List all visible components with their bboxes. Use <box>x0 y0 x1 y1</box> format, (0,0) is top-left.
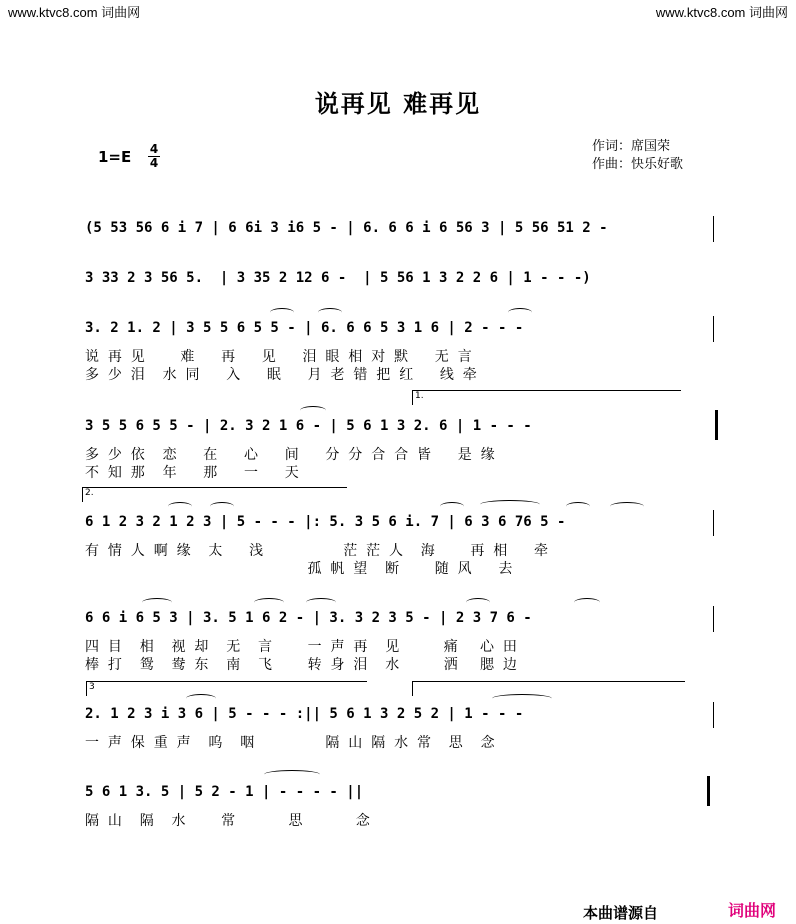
lyric-verse-1: 四 目 相 视 却 无 言 一 声 再 见 痛 心 田 <box>85 639 517 655</box>
slur <box>142 598 172 607</box>
final-bar <box>707 776 710 806</box>
lyric-verse-1: 隔 山 隔 水 常 思 念 <box>85 813 370 829</box>
slur <box>466 598 490 607</box>
volta-1: 1. <box>412 390 681 405</box>
slur <box>440 502 464 511</box>
slur <box>168 502 192 511</box>
slur <box>306 598 336 607</box>
notes-line: 6 1 2 3 2 1 2 3 | 5 - - - |: 5. 3 5 6 i. 7 | 6 3 6 76 5 - <box>85 514 566 530</box>
slur <box>566 502 590 511</box>
credits <box>592 138 683 174</box>
lyric-verse-1: 有 情 人 啊 缘 太 浅 茫 茫 人 海 再 相 牵 <box>85 543 549 559</box>
key-signature: 1=E <box>98 148 132 166</box>
lyric-verse-1: 说 再 见 难 再 见 泪 眼 相 对 默 无 言 <box>85 349 472 365</box>
time-signature-bottom: 4 <box>149 156 159 170</box>
composer: 作曲：快乐好歌 <box>592 157 684 172</box>
barline <box>713 606 714 632</box>
notes-line: 3. 2 1. 2 | 3 5 5 6 5 5 - | 6. 6 6 5 3 1 6 | 2 - - - <box>85 320 524 336</box>
time-signature <box>148 143 160 170</box>
lyric-verse-2: 棒 打 鸳 鸯 东 南 飞 转 身 泪 水 洒 腮 边 <box>85 657 517 673</box>
slur <box>254 598 284 607</box>
lyric-verse-2: 不 知 那 年 那 一 天 <box>85 465 299 481</box>
lyric-verse-2: 多 少 泪 水 同 入 眠 月 老 错 把 红 线 牵 <box>85 367 477 383</box>
barline <box>713 216 714 242</box>
lyric-verse-1: 一 声 保 重 声 呜 咽 隔 山 隔 水 常 思 念 <box>85 735 495 751</box>
slur <box>610 502 644 511</box>
notes-line: (5 53 56 6 i 7 | 6 6i 3 i6 5 - | 6. 6 6 i 6 56 3 | 5 56 51 2 - <box>85 220 608 236</box>
lyric-verse-1: 多 少 依 恋 在 心 间 分 分 合 合 皆 是 缘 <box>85 447 495 463</box>
footer-logo: 词曲网 <box>727 901 776 920</box>
slur <box>210 502 234 511</box>
notes-line: 3 33 2 3 56 5. | 3 35 2 12 6 - | 5 56 1 3 2 2 6 | 1 - - -) <box>85 270 591 286</box>
slur <box>300 406 326 415</box>
repeat-end-bar <box>715 410 718 440</box>
notes-line: 5 6 1 3. 5 | 5 2 - 1 | - - - - || <box>85 784 364 800</box>
slur <box>318 308 342 317</box>
volta-2: 2. <box>82 487 347 502</box>
slur <box>186 694 216 703</box>
time-signature-top: 4 <box>149 142 159 156</box>
volta-3: 3 <box>86 681 367 696</box>
barline <box>713 702 714 728</box>
watermark-left: www.ktvc8.com 词曲网 <box>8 5 141 20</box>
lyricist: 作词：席国荣 <box>592 139 671 154</box>
notes-line: 3 5 5 6 5 5 - | 2. 3 2 1 6 - | 5 6 1 3 2. 6 | 1 - - - <box>85 418 532 434</box>
slur <box>574 598 600 607</box>
notes-line: 2. 1 2 3 i 3 6 | 5 - - - :|| 5 6 1 3 2 5 2 | 1 - - - <box>85 706 524 722</box>
notes-line: 6 6 i 6 5 3 | 3. 5 1 6 2 - | 3. 3 2 3 5 - | 2 3 7 6 - <box>85 610 532 626</box>
slur <box>508 308 532 317</box>
slur <box>492 694 552 703</box>
lyric-verse-2: 孤 帆 望 断 随 风 去 <box>85 561 513 577</box>
slur <box>270 308 294 317</box>
footer-source: 本曲谱源自 <box>583 904 659 922</box>
volta-final <box>412 681 685 696</box>
slur <box>480 500 540 509</box>
barline <box>713 316 714 342</box>
barline <box>713 510 714 536</box>
watermark-right: www.ktvc8.com 词曲网 <box>655 5 788 20</box>
slur <box>264 770 320 779</box>
song-title: 说再见 难再见 <box>314 90 482 118</box>
